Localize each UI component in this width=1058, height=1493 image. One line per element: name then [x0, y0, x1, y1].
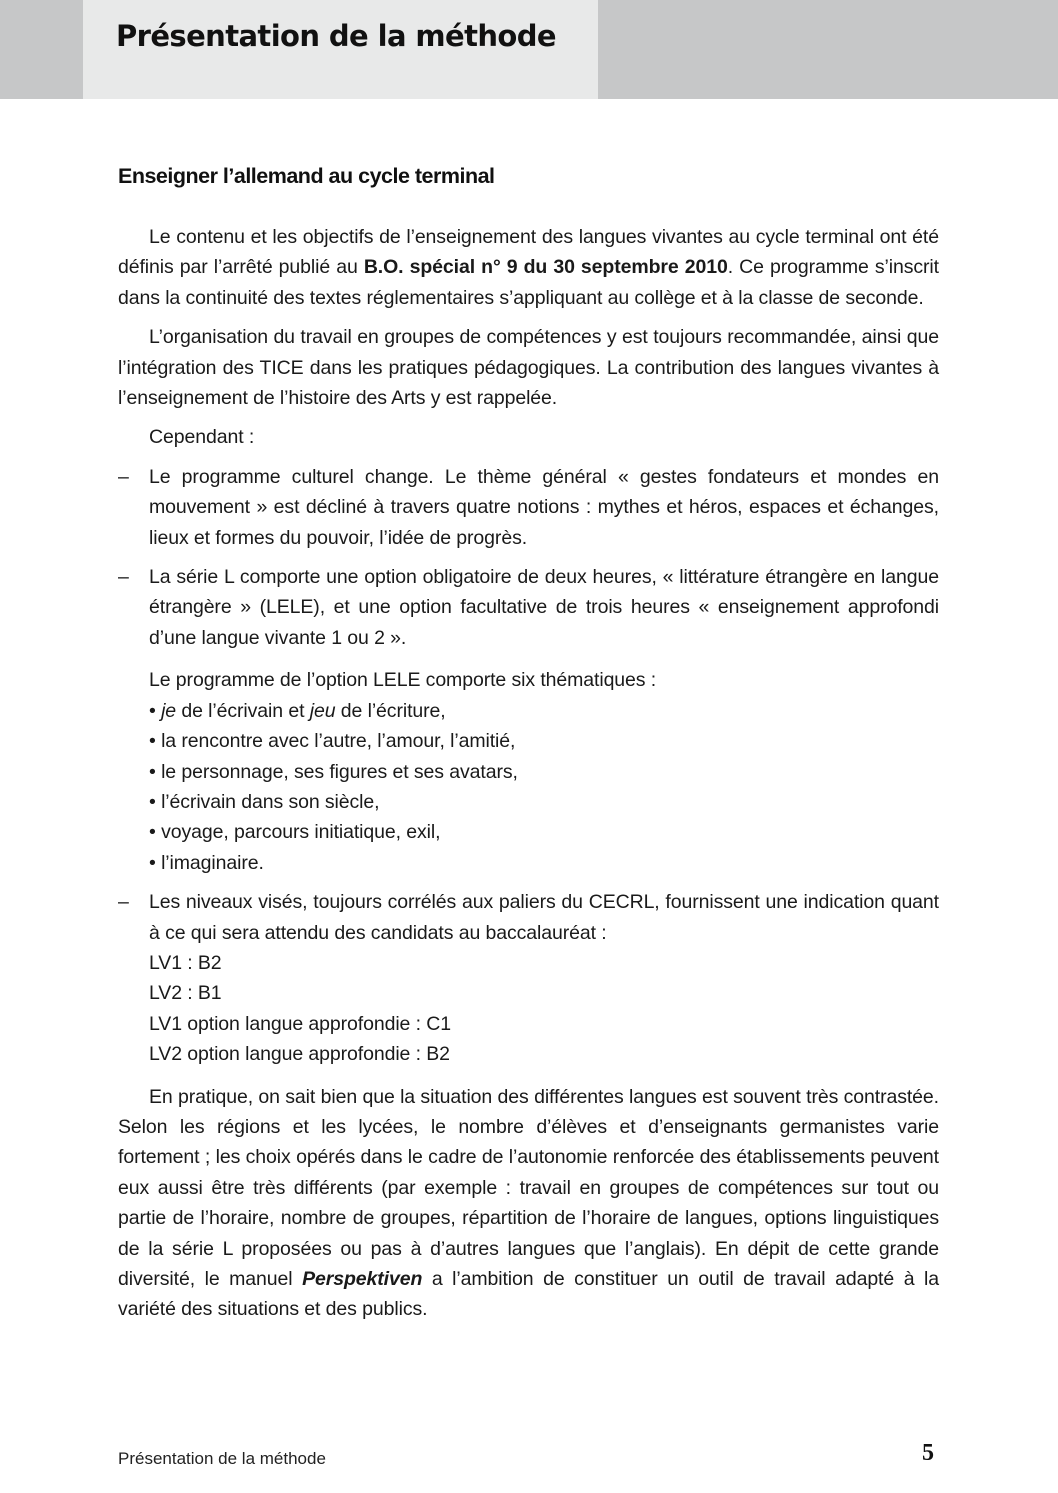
page-number: 5 [922, 1440, 934, 1466]
lele-theme-jeu: jeu [309, 699, 336, 722]
list-item-programme [118, 462, 939, 553]
bullet-marker: • [149, 699, 156, 722]
list-item-serie-l [118, 562, 939, 653]
lele-theme-end: de l’écriture, [335, 699, 446, 722]
footer-label: Présentation de la méthode [118, 1449, 326, 1468]
bullet-marker: • [149, 730, 156, 753]
paragraph-pratique-tail: a l’ambition de constituer un outil de travail adapté à la variété des situations et des publics. [118, 1268, 939, 1321]
body-text [118, 222, 939, 1325]
paragraph-cependant: Cependant : [149, 426, 255, 449]
paragraph-intro [118, 222, 939, 313]
paragraph-organisation: L’organisation du travail en groupes de compétences y est toujours recommandée, ainsi que l’intégration des TICE dans les pratiques pédagogiques. La contribution des langues vivantes à l’enseignement de l’histoire des Arts y est rappelée. [118, 326, 939, 410]
lele-theme-text: l’imaginaire. [161, 851, 264, 874]
level-line: LV2 : B1 [149, 982, 222, 1005]
bullet-marker: • [149, 821, 156, 844]
dash-marker: – [118, 891, 129, 914]
lele-theme-text: voyage, parcours initiatique, exil, [161, 821, 441, 844]
paragraph-pratique-text: En pratique, on sait bien que la situation des différentes langues est souvent très contrastée. Selon les régions et les lycées, le nombre d’élèves et d’enseignants germanistes varie fortement ; les choix opérés dans le cadre de l’autonomie renforcée des établissements peuvent eux aussi être très différents (par exemple : travail en groupes de compétences sur tout ou partie de l’horaire, nombre de groupes, répartition de l’horaire de langues, options linguistiques de la série L proposées ou pas à d’autres langues que l’anglais). En dépit de cette grande diversité, le manuel [118, 1085, 939, 1290]
level-line: LV1 option langue approfondie : C1 [149, 1012, 451, 1035]
bullet-marker: • [149, 760, 156, 783]
list-item-niveaux [118, 887, 939, 1069]
bullet-marker: • [149, 790, 156, 813]
dash-marker: – [118, 566, 129, 589]
bo-reference: B.O. spécial n° 9 du 30 septembre 2010 [363, 256, 728, 279]
section-title: Enseigner l’allemand au cycle terminal [118, 164, 495, 188]
list-item-text: Les niveaux visés, toujours corrélés aux paliers du CECRL, fournissent une indication quant à ce qui sera attendu des candidats au baccalauréat : [149, 891, 939, 944]
paragraph-pratique [118, 1082, 939, 1325]
list-item-text: Le programme culturel change. Le thème général « gestes fondateurs et mondes en mouvement » est décliné à travers quatre notions : mythes et héros, espaces et échanges, lieux et formes du pouvoir, l’idée de progrès. [149, 465, 939, 549]
lele-theme [149, 848, 939, 878]
dash-marker: – [118, 465, 129, 488]
lele-theme-je: je [161, 699, 177, 722]
manual-title: Perspektiven [302, 1268, 423, 1290]
page-title: Présentation de la méthode [116, 19, 556, 53]
lele-theme-text: l’écrivain dans son siècle, [161, 790, 380, 813]
lele-theme [149, 757, 939, 787]
lele-theme-text: la rencontre avec l’autre, l’amour, l’amitié, [161, 730, 516, 753]
lele-block [118, 665, 939, 878]
lele-theme [149, 787, 939, 817]
list-item-text: La série L comporte une option obligatoire de deux heures, « littérature étrangère en langue étrangère » (LELE), et une option facultative de trois heures « enseignement approfondi d’une langue vivante 1 ou 2 ». [149, 566, 939, 649]
lele-theme-mid: de l’écrivain et [176, 699, 310, 722]
lele-theme [149, 726, 939, 756]
level-line: LV1 : B2 [149, 951, 222, 974]
level-line: LV2 option langue approfondie : B2 [149, 1043, 450, 1066]
lele-theme-text: le personnage, ses figures et ses avatars, [161, 760, 518, 783]
bullet-marker: • [149, 851, 156, 874]
paragraph-intro-tail: . Ce programme s’inscrit dans la continuité des textes réglementaires s’appliquant au collège et à la classe de seconde. [118, 256, 939, 309]
lele-theme [149, 696, 939, 726]
paragraph-intro-text: Le contenu et les objectifs de l’enseignement des langues vivantes au cycle terminal ont été définis par l’arrêté publié au [118, 226, 939, 279]
lele-intro: Le programme de l’option LELE comporte six thématiques : [149, 669, 657, 692]
lele-theme [149, 817, 939, 847]
